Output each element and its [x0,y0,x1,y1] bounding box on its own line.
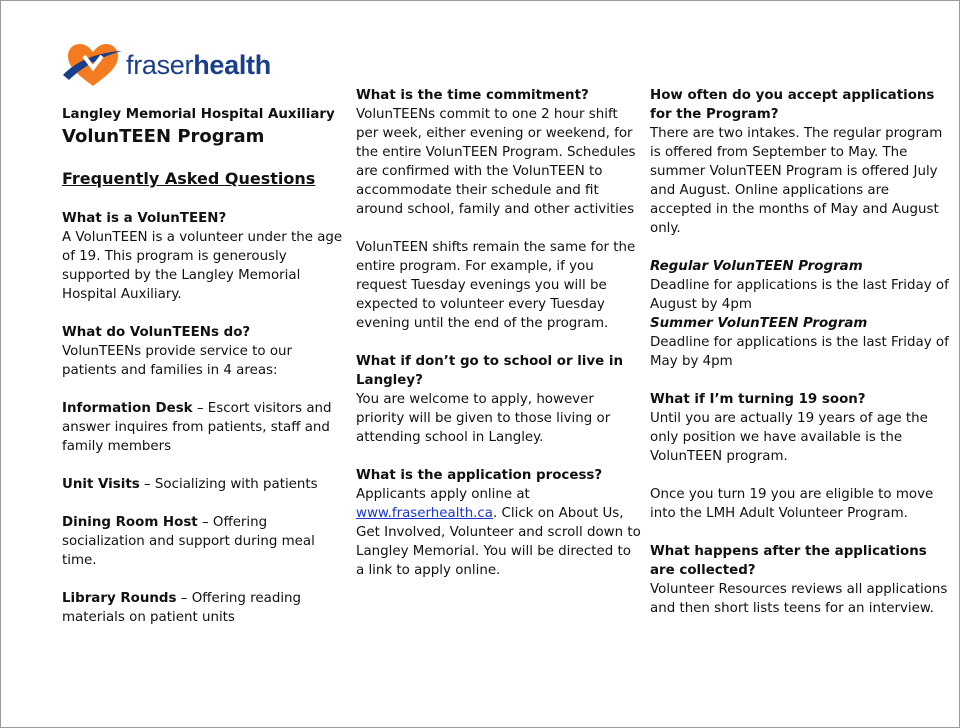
logo-wordmark: fraserhealth [126,50,271,80]
regular-program-deadline: Deadline for applications is the last Friday of August by 4pm [650,278,949,312]
answer-shifts: VolunTEEN shifts remain the same for the entire program. For example, if you request Tuesday evenings you will be expected to volunteer every Tuesday evening until the end of the program. [356,240,636,331]
answer-after-applications: Volunteer Resources reviews all applications and then short lists teens for an interview. [650,582,948,616]
faq-heading: Frequently Asked Questions [62,169,316,188]
area-library-rounds: Library Rounds – Offering reading materials on patient units [62,591,302,625]
area-unit-visits: Unit Visits – Socializing with patients [62,477,318,492]
regular-program-title: Regular VolunTEEN Program [650,259,863,274]
question-turning-19: What if I’m turning 19 soon? [650,392,866,407]
question-school-langley: What if don’t go to school or live in Langley? [356,354,623,388]
summer-program-deadline: Deadline for applications is the last Friday of May by 4pm [650,335,949,369]
answer-adult-volunteer: Once you turn 19 you are eligible to move into the LMH Adult Volunteer Program. [650,487,934,521]
answer-application-process: Applicants apply online at www.fraserhealth.ca. Click on About Us, Get Involved, Volunteer and scroll down to Langley Memorial. You will be directed to a link to apply online. [356,487,641,578]
question-what-is: What is a VolunTEEN? [62,211,227,226]
question-how-often: How often do you accept applications for the Program? [650,88,935,122]
fraser-health-logo [62,42,272,90]
heart-swoosh-icon [62,42,124,90]
question-time-commitment: What is the time commitment? [356,88,589,103]
org-name: Langley Memorial Hospital Auxiliary [62,107,335,122]
area-information-desk: Information Desk – Escort visitors and answer inquires from patients, staff and family members [62,401,332,454]
answer-how-often: There are two intakes. The regular program is offered from September to May. The summer VolunTEEN Program is offered July and August. Online applications are accepted in the months of May and August only. [650,126,943,236]
program-title: VolunTEEN Program [62,126,265,147]
summer-program-title: Summer VolunTEEN Program [650,316,868,331]
answer-what-do: VolunTEENs provide service to our patients and families in 4 areas: [62,344,293,378]
question-application-process: What is the application process? [356,468,603,483]
question-after-applications: What happens after the applications are collected? [650,544,927,578]
answer-time-commitment: VolunTEENs commit to one 2 hour shift per week, either evening or weekend, for the entire VolunTEEN Program. Schedules are confirmed with the VolunTEEN to accommodate their schedule and fit around school, family and other activities [356,107,636,217]
answer-what-is: A VolunTEEN is a volunteer under the age of 19. This program is generously supported by the Langley Memorial Hospital Auxiliary. [62,230,343,302]
answer-turning-19: Until you are actually 19 years of age the only position we have available is the VolunTEEN program. [650,411,928,464]
area-dining-room-host: Dining Room Host – Offering socialization and support during meal time. [62,515,315,568]
answer-school-langley: You are welcome to apply, however priority will be given to those living or attending school in Langley. [356,392,611,445]
fraserhealth-link[interactable]: www.fraserhealth.ca [356,506,494,521]
question-what-do: What do VolunTEENs do? [62,325,251,340]
